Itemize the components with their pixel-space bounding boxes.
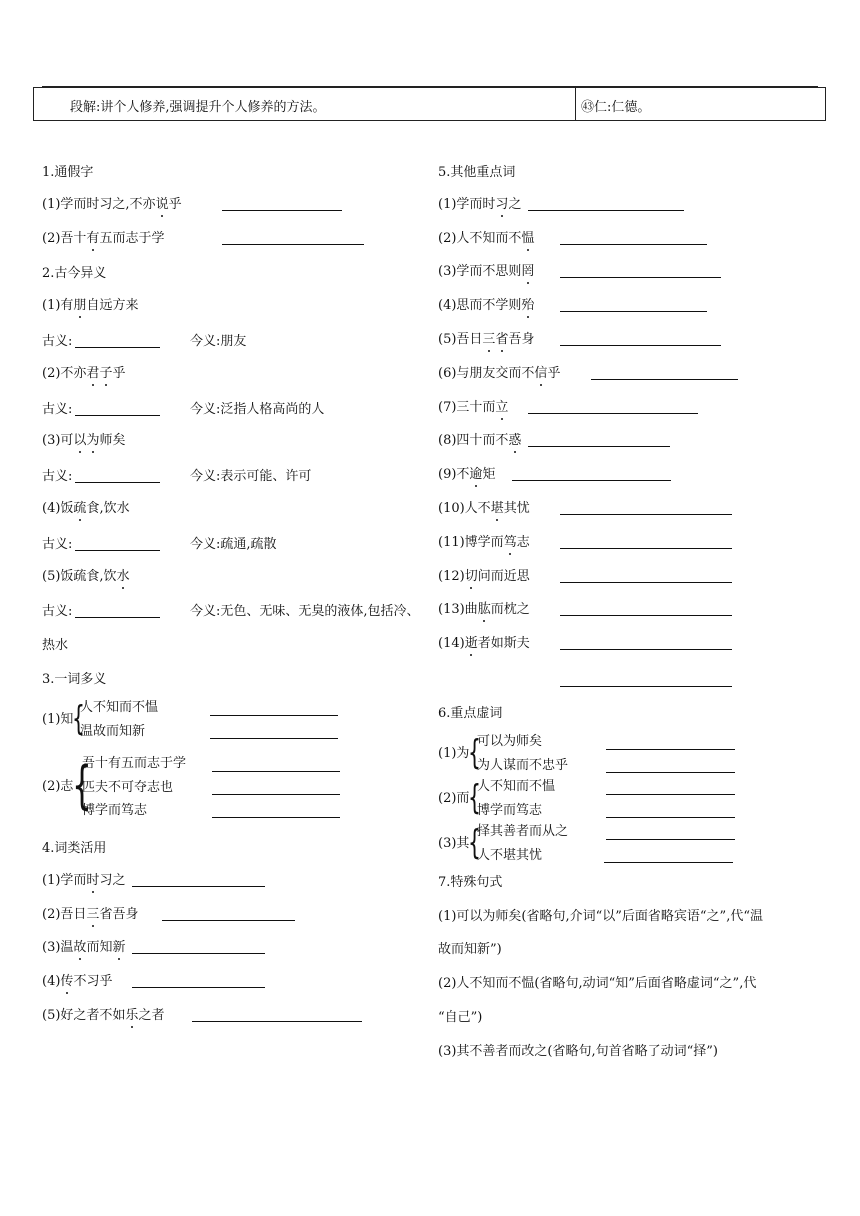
section-title-teshujushi: 7.特殊句式 (438, 875, 503, 890)
answer-blank[interactable] (560, 345, 721, 346)
brace-icon: { (72, 756, 92, 816)
answer-blank[interactable] (606, 772, 735, 773)
section-title-gujinyiyi: 2.古今异义 (42, 266, 107, 281)
function-word: (2)而 (438, 791, 470, 806)
item: (2)吾十有五而志于学 (42, 231, 165, 246)
polysemy-word: (1)知 (42, 712, 74, 727)
answer-blank[interactable] (222, 210, 342, 211)
answer-blank[interactable] (560, 649, 732, 650)
example: 人不知而不愠 (477, 779, 556, 794)
polysemy-word: (2)志 (42, 779, 74, 794)
item: (1)学而时习之 (42, 873, 126, 888)
item: (7)三十而立 (438, 400, 509, 415)
item: (2)人不知而不愠 (438, 231, 535, 246)
function-word: (3)其 (438, 836, 470, 851)
item: (4)传不习乎 (42, 974, 113, 989)
sentence-note: (2)人不知而不愠(省略句,动词“知”后面省略虚词“之”,代 (438, 976, 757, 991)
answer-blank[interactable] (212, 794, 340, 795)
section-title-cileihuoyong: 4.词类活用 (42, 841, 107, 856)
sentence-note: (1)可以为师矣(省略句,介词“以”后面省略宾语“之”,代“温 (438, 909, 763, 924)
answer-blank[interactable] (75, 550, 160, 551)
sentence-note: (3)其不善者而改之(省略句,句首省略了动词“择”) (438, 1044, 718, 1059)
function-word: (1)为 (438, 746, 470, 761)
answer-blank[interactable] (560, 277, 721, 278)
item: (3)可以为师矣 (42, 433, 126, 448)
modern-meaning: 今义:泛指人格高尚的人 (190, 402, 325, 417)
item: (1)学而时习之,不亦说乎 (42, 197, 182, 212)
item: (9)不逾矩 (438, 467, 496, 482)
answer-blank[interactable] (560, 686, 732, 687)
answer-blank[interactable] (560, 244, 707, 245)
section-title-zhongdianxuci: 6.重点虚词 (438, 706, 503, 721)
answer-blank[interactable] (210, 715, 338, 716)
answer-blank[interactable] (162, 920, 295, 921)
answer-blank[interactable] (75, 482, 160, 483)
example: 温故而知新 (80, 724, 146, 739)
sentence-note: “自己”) (438, 1010, 483, 1025)
sentence-note: 故而知新”) (438, 942, 502, 957)
answer-blank[interactable] (560, 548, 732, 549)
answer-blank[interactable] (212, 771, 340, 772)
example: 博学而笃志 (477, 803, 543, 818)
item: (12)切问而近思 (438, 569, 530, 584)
brace-icon: { (72, 699, 85, 739)
answer-blank[interactable] (591, 379, 738, 380)
answer-blank[interactable] (75, 415, 160, 416)
item: (5)好之者不如乐之者 (42, 1008, 165, 1023)
answer-blank[interactable] (132, 987, 265, 988)
answer-blank[interactable] (560, 311, 707, 312)
example: 为人谋而不忠乎 (477, 758, 569, 773)
item: (3)温故而知新 (42, 940, 126, 955)
item: (2)吾日三省吾身 (42, 907, 139, 922)
ancient-meaning-label: 古义: (42, 402, 73, 417)
item: (5)吾日三省吾身 (438, 332, 535, 347)
example: 博学而笃志 (82, 803, 148, 818)
answer-blank[interactable] (528, 210, 684, 211)
item: (1)学而时习之 (438, 197, 522, 212)
annotation-43: ㊸仁:仁德。 (581, 100, 651, 115)
section-title-yiciduoyi: 3.一词多义 (42, 672, 107, 687)
answer-blank[interactable] (132, 886, 265, 887)
answer-blank[interactable] (560, 582, 732, 583)
brace-icon: { (468, 823, 481, 863)
answer-blank[interactable] (528, 413, 698, 414)
section-title-qitazhongdianci: 5.其他重点词 (438, 165, 516, 180)
item: (5)饭疏食,饮水 (42, 569, 130, 584)
brace-icon: { (468, 733, 481, 773)
answer-blank[interactable] (606, 749, 735, 750)
modern-meaning: 今义:朋友 (190, 334, 247, 349)
answer-blank[interactable] (560, 514, 732, 515)
item: (4)饭疏食,饮水 (42, 501, 130, 516)
answer-blank[interactable] (210, 738, 338, 739)
answer-blank[interactable] (606, 794, 735, 795)
item: (4)思而不学则殆 (438, 298, 535, 313)
ancient-meaning-label: 古义: (42, 334, 73, 349)
item: (3)学而不思则罔 (438, 264, 535, 279)
answer-blank[interactable] (75, 617, 160, 618)
paragraph-summary: 段解:讲个人修养,强调提升个人修养的方法。 (70, 100, 326, 115)
answer-blank[interactable] (75, 347, 160, 348)
item: (6)与朋友交而不信乎 (438, 366, 561, 381)
example: 择其善者而从之 (477, 824, 569, 839)
answer-blank[interactable] (606, 839, 735, 840)
example: 匹夫不可夺志也 (82, 780, 174, 795)
example: 吾十有五而志于学 (82, 756, 187, 771)
ancient-meaning-label: 古义: (42, 469, 73, 484)
table-divider (575, 88, 576, 120)
item: (14)逝者如斯夫 (438, 636, 530, 651)
ancient-meaning-label: 古义: (42, 604, 73, 619)
modern-meaning: 今义:无色、无味、无臭的液体,包括冷、 (190, 604, 420, 619)
answer-blank[interactable] (560, 615, 732, 616)
modern-meaning: 今义:表示可能、许可 (190, 469, 312, 484)
answer-blank[interactable] (512, 480, 671, 481)
example: 可以为师矣 (477, 734, 543, 749)
item: (8)四十而不惑 (438, 433, 522, 448)
answer-blank[interactable] (604, 862, 733, 863)
answer-blank[interactable] (222, 244, 364, 245)
answer-blank[interactable] (528, 446, 670, 447)
item: (13)曲肱而枕之 (438, 602, 530, 617)
example: 人不知而不愠 (80, 700, 159, 715)
example: 人不堪其忧 (477, 848, 543, 863)
item: (10)人不堪其忧 (438, 501, 530, 516)
answer-blank[interactable] (606, 817, 735, 818)
item: (11)博学而笃志 (438, 535, 530, 550)
ancient-meaning-label: 古义: (42, 537, 73, 552)
answer-blank[interactable] (212, 817, 340, 818)
answer-blank[interactable] (132, 953, 265, 954)
header-table (33, 87, 826, 121)
answer-blank[interactable] (192, 1021, 362, 1022)
modern-meaning: 今义:疏通,疏散 (190, 537, 277, 552)
item: (1)有朋自远方来 (42, 298, 139, 313)
item: (2)不亦君子乎 (42, 366, 126, 381)
modern-meaning-continued: 热水 (42, 638, 69, 653)
brace-icon: { (468, 778, 481, 818)
section-title-tongjiazi: 1.通假字 (42, 165, 94, 180)
